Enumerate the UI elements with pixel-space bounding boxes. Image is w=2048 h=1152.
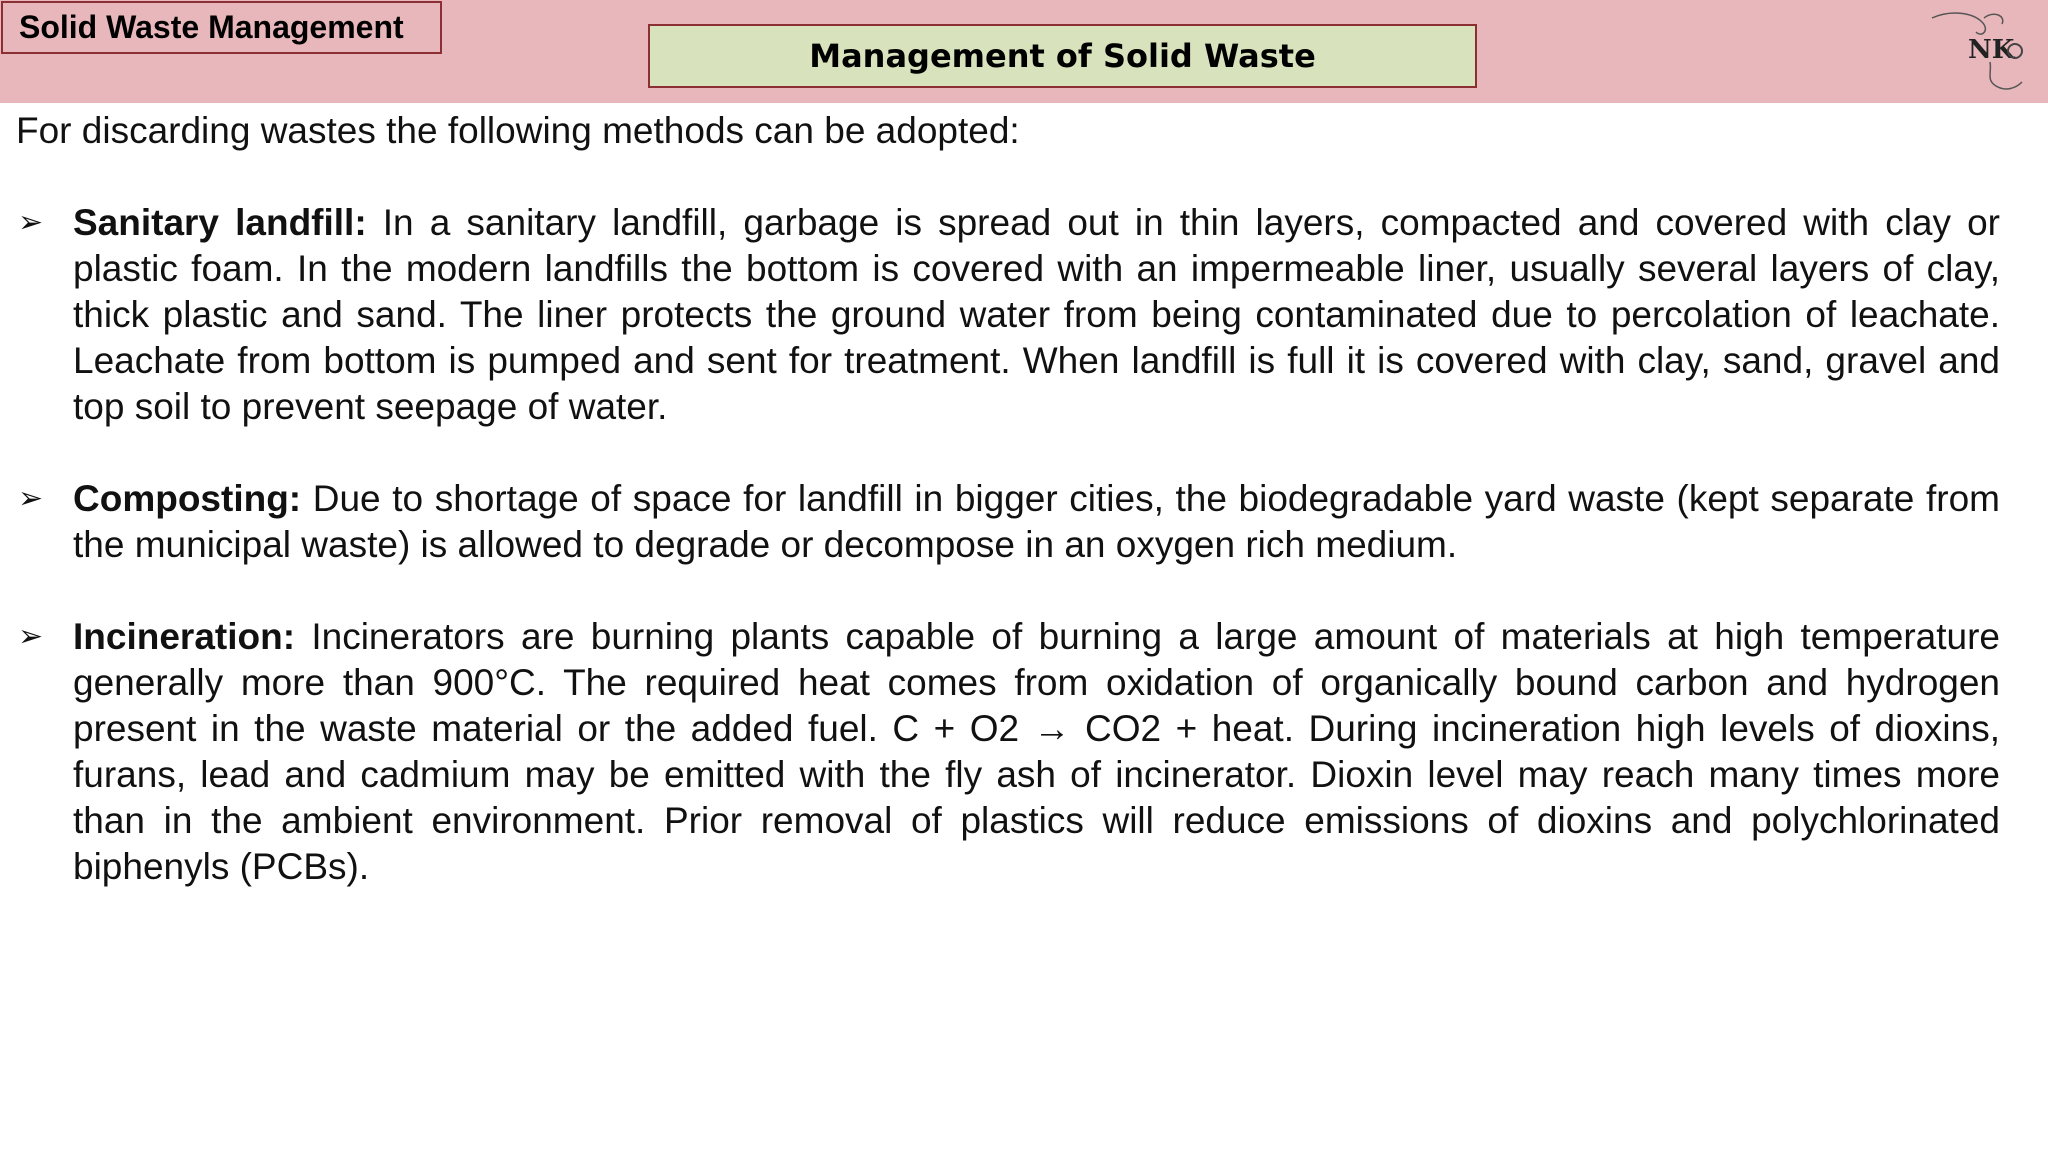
- item-term: Composting:: [73, 478, 302, 519]
- item-text: Incinerators are burning plants capable of burning a large amount of materials at high temperature generally more than 900°C. The required heat comes from oxidation of organically bound carbon and hydrogen present in the waste material or the added fuel. C + O2 → CO2 + heat. During incineration high levels of dioxins, furans, lead and cadmium may be emitted with the fly ash of incinerator. Dioxin level may reach many times more than in the ambient environment. Prior removal of plastics will reduce emissions of dioxins and polychlorinated biphenyls (PCBs).: [73, 616, 2001, 887]
- nk-logo-icon: [1920, 8, 2030, 96]
- logo-text: NK: [1968, 35, 2015, 65]
- item-term: Incineration:: [73, 616, 296, 657]
- content-body: [16, 108, 2000, 936]
- arrowhead-bullet-icon: ➢: [18, 481, 44, 516]
- slide-title: Management of Solid Waste: [648, 24, 1477, 88]
- item-term: Sanitary landfill:: [73, 202, 367, 243]
- topic-label: Solid Waste Management: [1, 1, 442, 54]
- item-text: In a sanitary landfill, garbage is spread out in thin layers, compacted and covered with clay or plastic foam. In the modern landfills the bottom is covered with an impermeable liner, usually several layers of clay, thick plastic and sand. The liner protects the ground water from being contaminated due to percolation of leachate. Leachate from bottom is pumped and sent for treatment. When landfill is full it is covered with clay, sand, gravel and top soil to prevent seepage of water.: [73, 202, 2000, 427]
- arrowhead-bullet-icon: ➢: [18, 205, 44, 240]
- list-item-incineration: [16, 614, 2000, 890]
- item-text: Due to shortage of space for landfill in bigger cities, the biodegradable yard waste (kept separate from the municipal waste) is allowed to degrade or decompose in an oxygen rich medium.: [73, 478, 2000, 565]
- intro-text: For discarding wastes the following methods can be adopted:: [16, 110, 1020, 151]
- list-item-sanitary-landfill: [16, 200, 2000, 430]
- arrowhead-bullet-icon: ➢: [18, 619, 44, 654]
- list-item-composting: [16, 476, 2000, 568]
